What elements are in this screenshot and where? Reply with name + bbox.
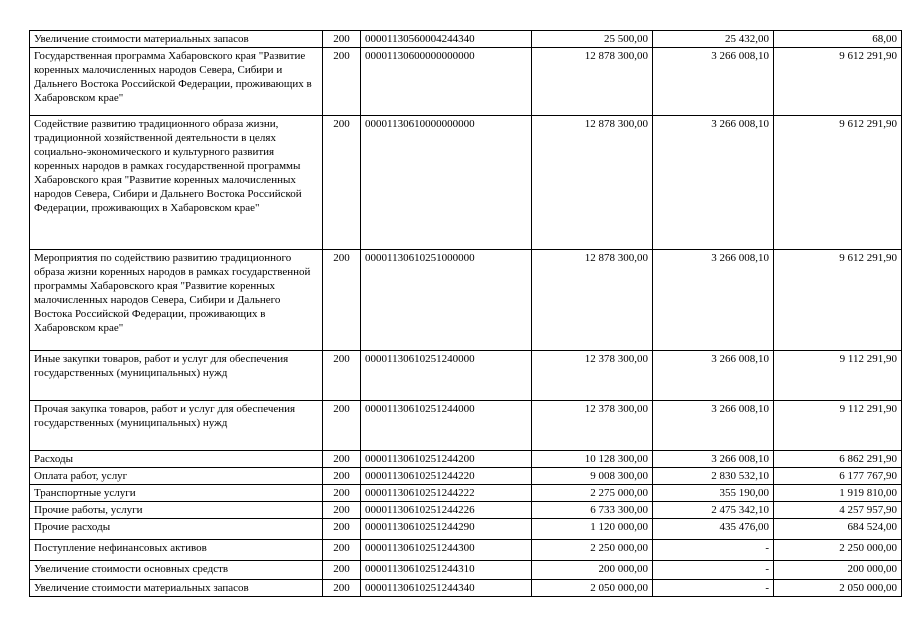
row-code-cell: 200 [323, 250, 361, 351]
row-approved-cell: 200 000,00 [532, 561, 653, 580]
table-body [30, 31, 902, 597]
row-name-cell: Увеличение стоимости материальных запасов [30, 580, 323, 597]
row-remaining-cell: 6 177 767,90 [774, 468, 902, 485]
budget-execution-table [29, 30, 902, 597]
table-row [30, 351, 902, 401]
row-classification-code-cell: 00001130610251244222 [361, 485, 532, 502]
row-classification-code-cell: 00001130610251240000 [361, 351, 532, 401]
row-approved-cell: 12 878 300,00 [532, 250, 653, 351]
table-row [30, 250, 902, 351]
row-code-cell: 200 [323, 519, 361, 540]
row-approved-cell: 25 500,00 [532, 31, 653, 48]
row-name-cell: Прочие расходы [30, 519, 323, 540]
row-remaining-cell: 6 862 291,90 [774, 451, 902, 468]
row-remaining-cell: 9 612 291,90 [774, 116, 902, 250]
row-name-cell: Иные закупки товаров, работ и услуг для обеспечения государственных (муниципальных) нужд [30, 351, 323, 401]
row-approved-cell: 2 050 000,00 [532, 580, 653, 597]
table-row [30, 580, 902, 597]
table-row [30, 540, 902, 561]
table-row [30, 468, 902, 485]
row-executed-cell: - [653, 540, 774, 561]
row-approved-cell: 12 878 300,00 [532, 116, 653, 250]
row-remaining-cell: 68,00 [774, 31, 902, 48]
row-classification-code-cell: 00001130610251244310 [361, 561, 532, 580]
row-executed-cell: 3 266 008,10 [653, 451, 774, 468]
row-classification-code-cell: 00001130610251244340 [361, 580, 532, 597]
row-classification-code-cell: 00001130610251244300 [361, 540, 532, 561]
row-executed-cell: - [653, 561, 774, 580]
row-code-cell: 200 [323, 401, 361, 451]
row-executed-cell: 3 266 008,10 [653, 401, 774, 451]
row-classification-code-cell: 00001130610251000000 [361, 250, 532, 351]
row-classification-code-cell: 00001130610251244226 [361, 502, 532, 519]
row-remaining-cell: 9 612 291,90 [774, 48, 902, 116]
row-name-cell: Транспортные услуги [30, 485, 323, 502]
row-approved-cell: 12 878 300,00 [532, 48, 653, 116]
row-executed-cell: - [653, 580, 774, 597]
row-name-cell: Прочая закупка товаров, работ и услуг для обеспечения государственных (муниципальных) нужд [30, 401, 323, 451]
row-approved-cell: 1 120 000,00 [532, 519, 653, 540]
row-classification-code-cell: 00001130610251244200 [361, 451, 532, 468]
row-executed-cell: 3 266 008,10 [653, 48, 774, 116]
row-classification-code-cell: 00001130610251244220 [361, 468, 532, 485]
row-remaining-cell: 9 612 291,90 [774, 250, 902, 351]
row-name-cell: Поступление нефинансовых активов [30, 540, 323, 561]
table-row [30, 451, 902, 468]
row-approved-cell: 6 733 300,00 [532, 502, 653, 519]
row-code-cell: 200 [323, 540, 361, 561]
row-approved-cell: 10 128 300,00 [532, 451, 653, 468]
row-remaining-cell: 4 257 957,90 [774, 502, 902, 519]
row-executed-cell: 3 266 008,10 [653, 351, 774, 401]
row-approved-cell: 9 008 300,00 [532, 468, 653, 485]
row-name-cell: Увеличение стоимости основных средств [30, 561, 323, 580]
table-row [30, 48, 902, 116]
row-classification-code-cell: 00001130560004244340 [361, 31, 532, 48]
row-name-cell: Расходы [30, 451, 323, 468]
row-code-cell: 200 [323, 351, 361, 401]
row-executed-cell: 435 476,00 [653, 519, 774, 540]
row-remaining-cell: 2 250 000,00 [774, 540, 902, 561]
row-remaining-cell: 9 112 291,90 [774, 401, 902, 451]
row-name-cell: Увеличение стоимости материальных запасов [30, 31, 323, 48]
row-executed-cell: 3 266 008,10 [653, 250, 774, 351]
table-row [30, 485, 902, 502]
table-row [30, 519, 902, 540]
row-code-cell: 200 [323, 468, 361, 485]
row-code-cell: 200 [323, 116, 361, 250]
table-row [30, 401, 902, 451]
row-executed-cell: 355 190,00 [653, 485, 774, 502]
row-code-cell: 200 [323, 31, 361, 48]
row-approved-cell: 2 275 000,00 [532, 485, 653, 502]
row-code-cell: 200 [323, 485, 361, 502]
row-classification-code-cell: 00001130610000000000 [361, 116, 532, 250]
table-row [30, 502, 902, 519]
row-code-cell: 200 [323, 451, 361, 468]
row-approved-cell: 12 378 300,00 [532, 401, 653, 451]
row-code-cell: 200 [323, 48, 361, 116]
row-remaining-cell: 2 050 000,00 [774, 580, 902, 597]
row-remaining-cell: 1 919 810,00 [774, 485, 902, 502]
row-remaining-cell: 9 112 291,90 [774, 351, 902, 401]
table-row [30, 561, 902, 580]
row-classification-code-cell: 00001130600000000000 [361, 48, 532, 116]
row-name-cell: Мероприятия по содействию развитию традиционного образа жизни коренных народов в рамках государственной программы Хабаровского края "Развитие коренных малочисленных народов Севера, Сибири и Дальнего Востока Российской Федерации, проживающих в Хабаровском крае" [30, 250, 323, 351]
table-row [30, 116, 902, 250]
row-approved-cell: 12 378 300,00 [532, 351, 653, 401]
row-executed-cell: 25 432,00 [653, 31, 774, 48]
row-name-cell: Оплата работ, услуг [30, 468, 323, 485]
row-remaining-cell: 684 524,00 [774, 519, 902, 540]
row-executed-cell: 2 475 342,10 [653, 502, 774, 519]
row-code-cell: 200 [323, 502, 361, 519]
row-code-cell: 200 [323, 561, 361, 580]
row-name-cell: Прочие работы, услуги [30, 502, 323, 519]
row-executed-cell: 2 830 532,10 [653, 468, 774, 485]
row-classification-code-cell: 00001130610251244290 [361, 519, 532, 540]
row-remaining-cell: 200 000,00 [774, 561, 902, 580]
row-approved-cell: 2 250 000,00 [532, 540, 653, 561]
table-row [30, 31, 902, 48]
row-classification-code-cell: 00001130610251244000 [361, 401, 532, 451]
row-name-cell: Государственная программа Хабаровского края "Развитие коренных малочисленных народов Севера, Сибири и Дальнего Востока Российской Федерации, проживающих в Хабаровском крае" [30, 48, 323, 116]
row-executed-cell: 3 266 008,10 [653, 116, 774, 250]
row-code-cell: 200 [323, 580, 361, 597]
row-name-cell: Содействие развитию традиционного образа жизни, традиционной хозяйственной деятельности в целях социально-экономического и культурного развития коренных народов в рамках государственной программы Хабаровского края "Развитие коренных малочисленных народов Севера, Сибири и Дальнего Востока Российской Федерации, проживающих в Хабаровском крае" [30, 116, 323, 250]
